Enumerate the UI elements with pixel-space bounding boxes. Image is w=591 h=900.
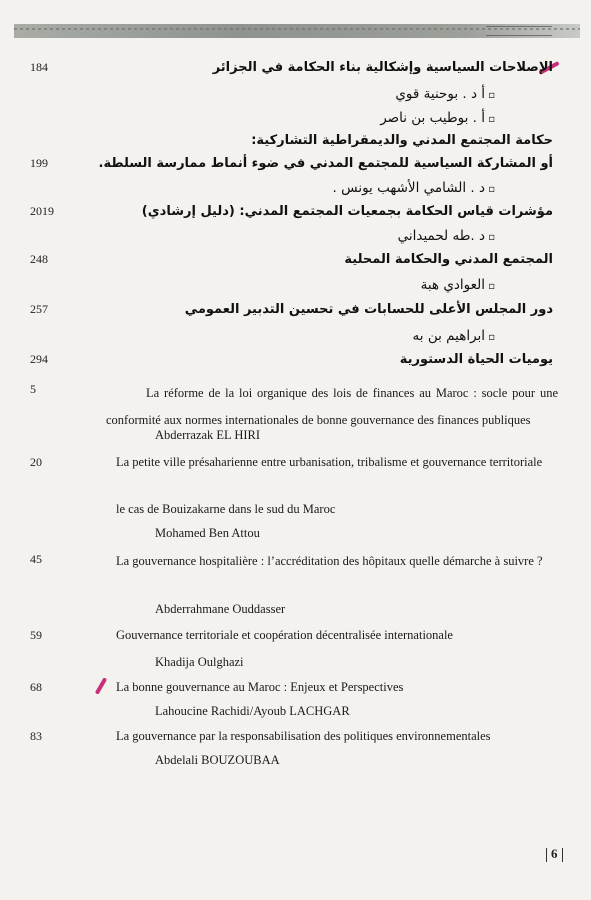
toc-author-ar: ▫ د .طه لحميداني — [398, 228, 495, 244]
toc-title-fr: Gouvernance territoriale et coopération décentralisée internationale — [116, 628, 453, 642]
toc-author-fr: Abdelali BOUZOUBAA — [155, 753, 280, 767]
toc-author-fr: Lahoucine Rachidi/Ayoub LACHGAR — [155, 704, 350, 718]
toc-title-ar: المجتمع المدني والحكامة المحلية — [344, 252, 553, 267]
toc-page-number: 2019 — [30, 204, 54, 218]
toc-title-ar: أو المشاركة السياسية للمجتمع المدني في ضوء أنماط ممارسة السلطة. — [98, 156, 553, 171]
toc-title-fr: La bonne gouvernance au Maroc : Enjeux et Perspectives — [116, 680, 404, 694]
toc-author-fr: Abderrahmane Ouddasser — [155, 602, 286, 616]
toc-author-ar: ▫ العوادي هبة — [421, 277, 495, 293]
toc-page-number: 5 — [30, 382, 36, 396]
toc-page-number: 45 — [30, 552, 42, 566]
toc-subtitle-fr: le cas de Bouizakarne dans le sud du Maroc — [116, 502, 336, 516]
toc-title-ar: حكامة المجتمع المدني والديمقراطية التشاركية: — [251, 133, 553, 148]
toc-title-ar: دور المجلس الأعلى للحسابات في تحسين التدبير العمومي — [184, 302, 553, 317]
toc-page-number: 59 — [30, 628, 42, 642]
toc-page-number: 248 — [30, 252, 48, 266]
toc-page-number: 294 — [30, 352, 48, 366]
toc-author-fr: Mohamed Ben Attou — [155, 526, 260, 540]
toc-page-number: 199 — [30, 156, 48, 170]
header-journal-mark — [486, 26, 552, 36]
toc-author-ar: ▫ د . الشامي الأشهب يونس . — [333, 180, 495, 196]
toc-author-ar: ▫ ابراهيم بن به — [413, 328, 495, 344]
toc-title-fr: La petite ville présaharienne entre urbanisation, tribalisme et gouvernance territoriale — [116, 455, 543, 469]
toc-page-number: 68 — [30, 680, 42, 694]
toc-author-fr: Abderrazak EL HIRI — [155, 428, 261, 442]
toc-title-fr: La gouvernance hospitalière : l’accréditation des hôpitaux quelle démarche à suivre ? — [116, 554, 543, 568]
toc-title-fr: La réforme de la loi organique des lois de finances au Maroc : socle pour une conformité aux normes internationales de bonne gouvernance des finances publiques — [106, 386, 558, 427]
toc-title-fr: La gouvernance par la responsabilisation des politiques environnementales — [116, 729, 491, 743]
toc-author-ar: ▫ أ د . بوحنية قوي — [395, 86, 495, 102]
toc-page-number: 257 — [30, 302, 48, 316]
toc-title-ar: الإصلاحات السياسية وإشكالية بناء الحكامة في الجزائر — [212, 60, 553, 75]
toc-title-ar: مؤشرات قياس الحكامة بجمعيات المجتمع المدني: (دليل إرشادي) — [141, 204, 553, 219]
pen-tick-mark — [95, 677, 107, 695]
page-folio: 6 — [542, 846, 567, 862]
toc-author-ar: ▫ أ . بوطيب بن ناصر — [380, 110, 495, 126]
toc-page-number: 83 — [30, 729, 42, 743]
toc-page-number: 20 — [30, 455, 42, 469]
toc-page-number: 184 — [30, 60, 48, 74]
toc-title-ar: يوميات الحياة الدستورية — [399, 352, 553, 367]
toc-author-fr: Khadija Oulghazi — [155, 655, 244, 669]
